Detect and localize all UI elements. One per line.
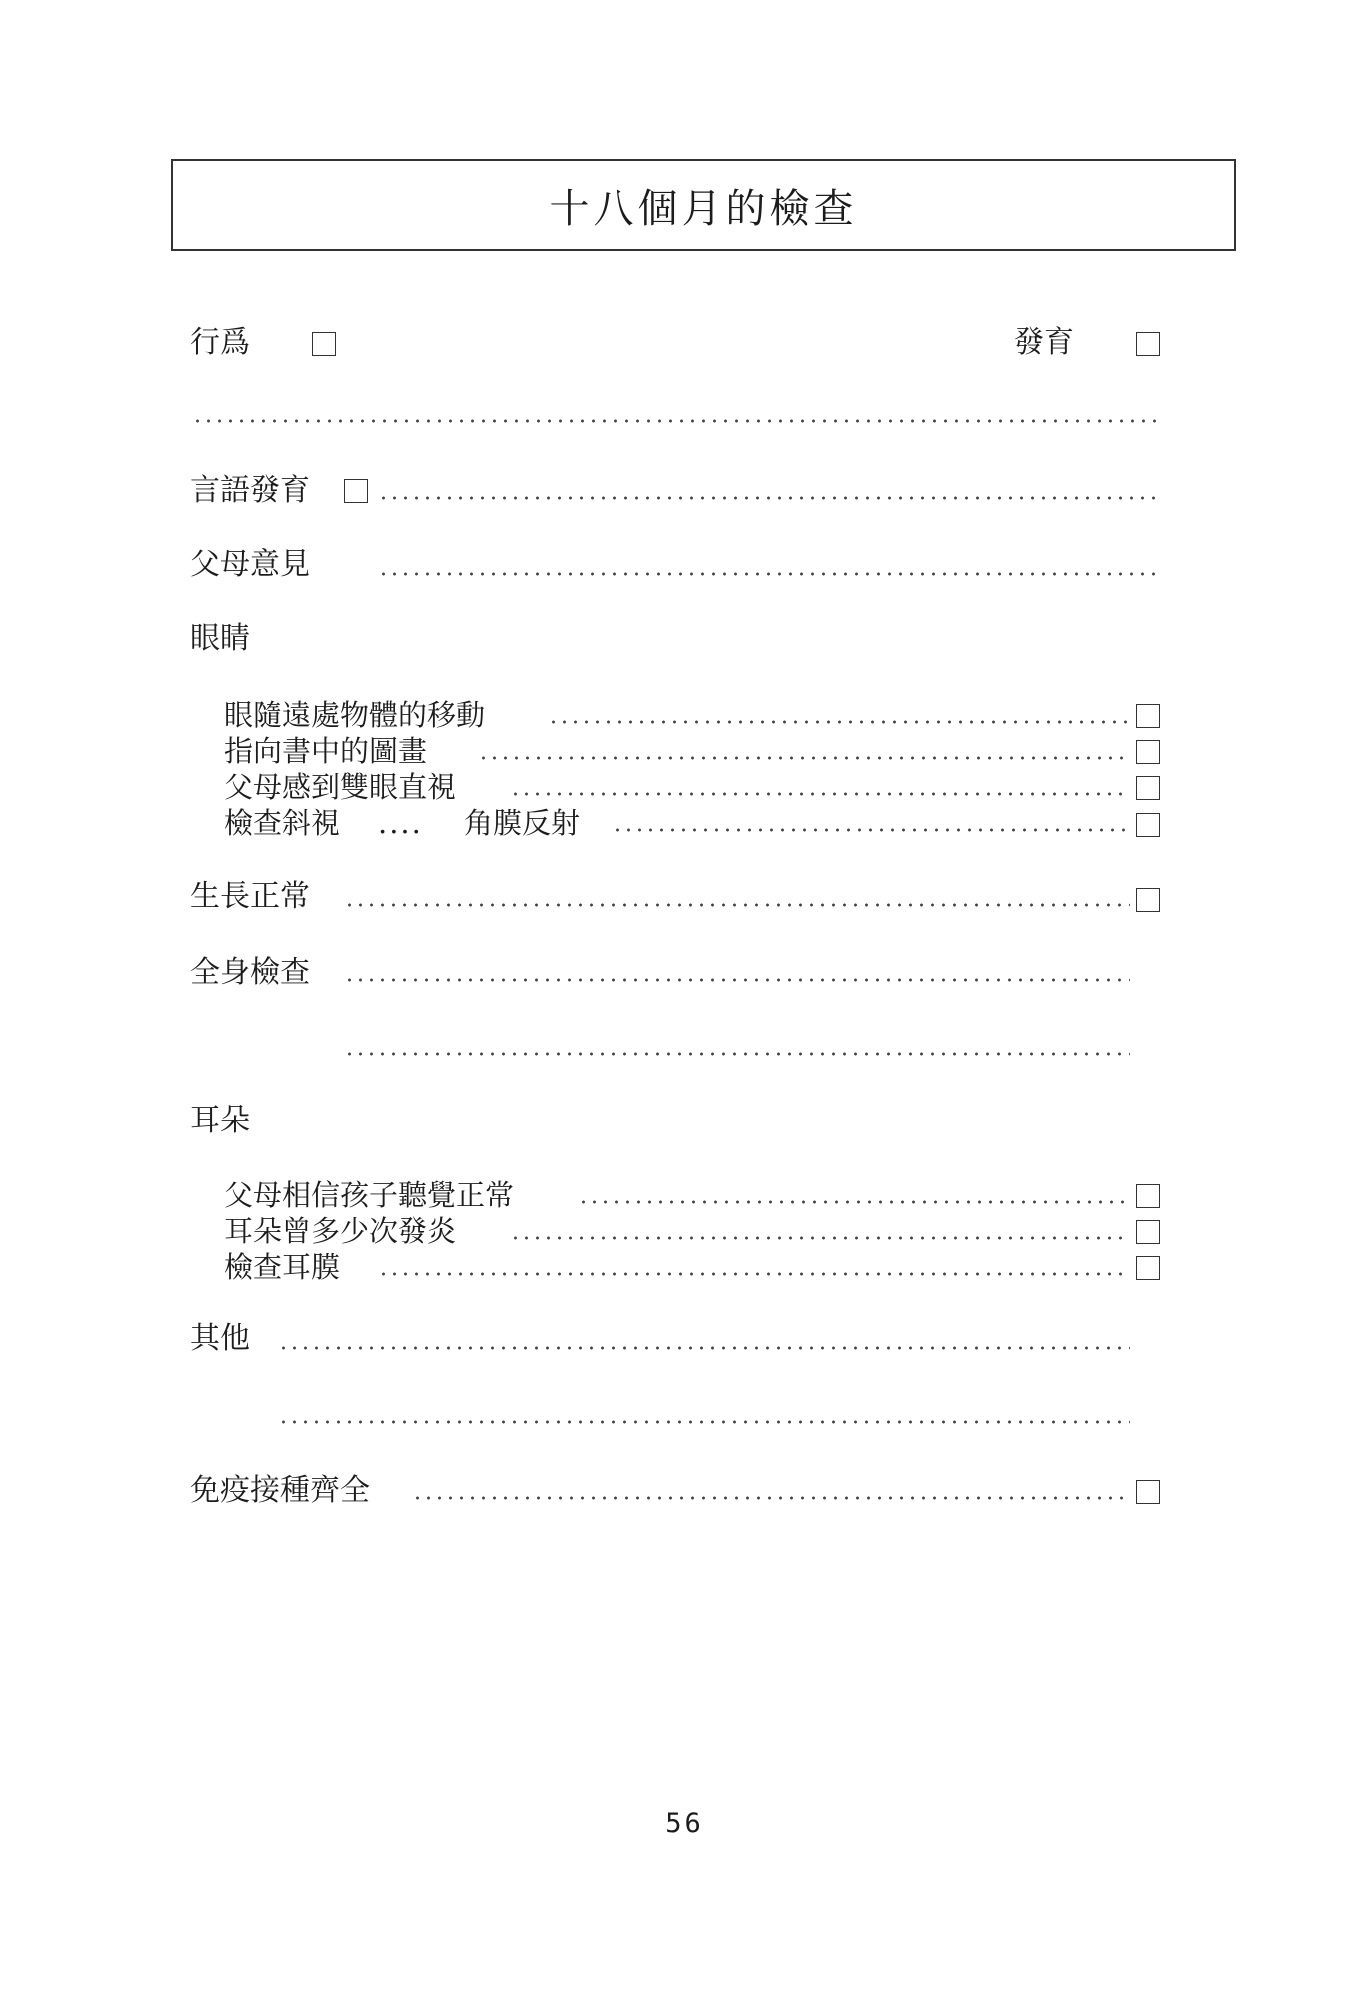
development-checkbox[interactable] <box>1136 332 1160 356</box>
ears-eardrum-dots <box>378 1272 1130 1276</box>
behavior-label: 行爲 <box>190 325 250 360</box>
parent-opinion-label: 父母意見 <box>190 547 310 582</box>
eyes-corneal-dots <box>612 828 1130 832</box>
eyes-follow-dots <box>548 720 1130 724</box>
growth-checkbox[interactable] <box>1136 888 1160 912</box>
page-number: 56 <box>665 1808 704 1839</box>
eyes-follow-checkbox[interactable] <box>1136 704 1160 728</box>
eyes-straight-label: 父母感到雙眼直視 <box>224 770 457 804</box>
eyes-corneal-label: 角膜反射 <box>464 806 581 840</box>
eyes-straight-checkbox[interactable] <box>1136 776 1160 800</box>
ears-infections-checkbox[interactable] <box>1136 1220 1160 1244</box>
ears-hearing-dots <box>578 1200 1130 1204</box>
ears-hearing-label: 父母相信孩子聽覺正常 <box>224 1178 515 1212</box>
ears-hearing-checkbox[interactable] <box>1136 1184 1160 1208</box>
full-exam-label: 全身檢查 <box>190 955 310 990</box>
immunization-checkbox[interactable] <box>1136 1480 1160 1504</box>
full-exam-line-2[interactable] <box>344 1052 1130 1056</box>
ears-eardrum-label: 檢查耳膜 <box>224 1250 341 1284</box>
eyes-point-checkbox[interactable] <box>1136 740 1160 764</box>
eyes-point-label: 指向書中的圖畫 <box>224 734 428 768</box>
ears-eardrum-checkbox[interactable] <box>1136 1256 1160 1280</box>
immunization-label: 免疫接種齊全 <box>190 1473 370 1508</box>
growth-label: 生長正常 <box>190 879 310 914</box>
growth-dots <box>344 903 1130 907</box>
full-exam-line-1[interactable] <box>344 978 1130 982</box>
speech-checkbox[interactable] <box>344 479 368 503</box>
ears-infections-label: 耳朵曾多少次發炎 <box>224 1214 457 1248</box>
ears-infections-dots <box>510 1236 1130 1240</box>
eyes-squint-dots: .... <box>378 806 423 840</box>
eyes-corneal-checkbox[interactable] <box>1136 813 1160 837</box>
parent-opinion-line[interactable] <box>378 572 1162 576</box>
speech-label: 言語發育 <box>190 473 310 508</box>
other-line-1[interactable] <box>278 1346 1130 1350</box>
eyes-heading: 眼睛 <box>190 621 250 656</box>
speech-notes-line[interactable] <box>378 496 1162 500</box>
eyes-straight-dots <box>510 792 1130 796</box>
page-title: 十八個月的檢查 <box>171 159 1236 251</box>
eyes-squint-label: 檢查斜視 <box>224 806 341 840</box>
behavior-checkbox[interactable] <box>312 332 336 356</box>
ears-heading: 耳朵 <box>190 1103 250 1138</box>
other-label: 其他 <box>190 1321 250 1356</box>
development-label: 發育 <box>1014 325 1074 360</box>
immunization-dots <box>412 1496 1130 1500</box>
behavior-notes-line[interactable] <box>192 419 1162 423</box>
eyes-follow-label: 眼隨遠處物體的移動 <box>224 698 486 732</box>
eyes-point-dots <box>478 756 1130 760</box>
other-line-2[interactable] <box>278 1420 1130 1424</box>
